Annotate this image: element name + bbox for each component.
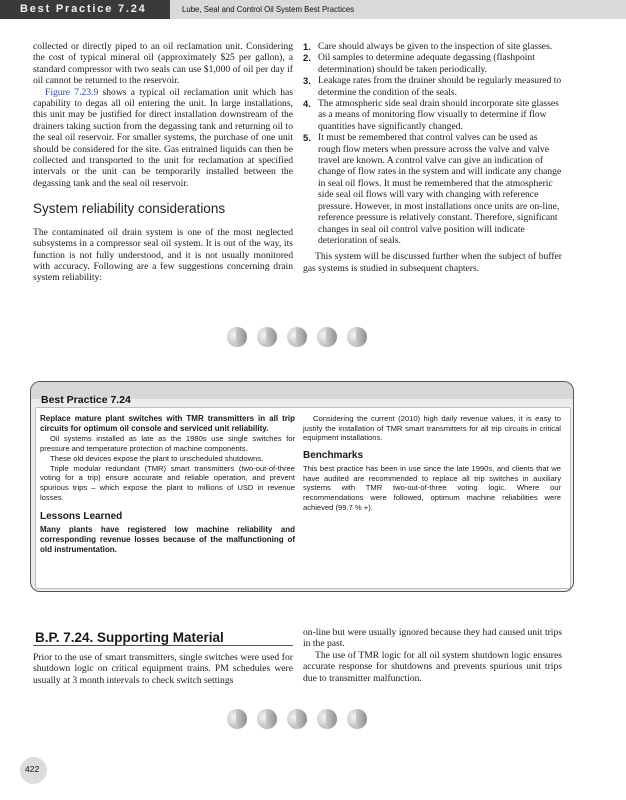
header-title: Lube, Seal and Control Oil System Best Practices (182, 4, 355, 14)
supporting-material-heading: B.P. 7.24. Supporting Material (35, 630, 224, 645)
list-text: Care should always be given to the inspection of site glasses. (318, 41, 553, 52)
bp-paragraph: These old devices expose the plant to unscheduled shutdowns. (50, 453, 264, 463)
figure-link[interactable]: Figure 7.23.9 (45, 86, 99, 98)
lessons-learned-text: Many plants have registered low machine reliability and corresponding revenue losses because of the malfunctioning of old instrumentation. (40, 525, 295, 555)
list-item (303, 41, 562, 52)
running-header (0, 0, 626, 19)
left-column (33, 41, 293, 284)
best-practice-content (35, 407, 571, 589)
left-paragraph-2 (33, 87, 293, 190)
page-number: 422 (25, 764, 40, 774)
right-closing-paragraph: This system will be discussed further when the subject of buffer gas systems is studied in subsequent chapters. (303, 251, 562, 274)
section-heading: System reliability considerations (33, 201, 226, 217)
divider-dot-icon (347, 327, 367, 347)
list-number: 4. (303, 98, 311, 110)
best-practice-box (30, 381, 574, 592)
supporting-left-paragraph: Prior to the use of smart transmitters, single switches were used for shutdown logic on critical equipment trains. PM schedules were usually at 3 month intervals to check switch settings (33, 652, 293, 686)
list-number: 2. (303, 52, 311, 64)
bp-left-column (40, 414, 295, 556)
bp-paragraph: Oil systems installed as late as the 1980s use single switches for pressure and temperature protection of machine components. (40, 434, 295, 454)
bp-paragraph: Triple modular redundant (TMR) smart transmitters (two-out-of-three voting for a trip) ensure accurate and reliable operation, and prevent spurious trips – which expose the plant to millions of USD in revenue losses. (40, 463, 295, 502)
best-practice-title: Best Practice 7.24 (41, 394, 131, 406)
list-number: 3. (303, 75, 311, 87)
divider-dot-icon (317, 327, 337, 347)
right-column (303, 41, 562, 274)
divider-dot-icon (287, 327, 307, 347)
bp-lead-statement: Replace mature plant switches with TMR transmitters in all trip circuits for optimum oil console and serviced unit reliability. (40, 414, 295, 434)
page-number-badge (20, 757, 47, 784)
list-item (303, 52, 562, 75)
list-text: Oil samples to determine adequate degassing (flashpoint determination) should be taken periodically. (318, 52, 535, 75)
divider-dot-icon (227, 327, 247, 347)
footer-divider-dots (227, 709, 397, 729)
bp-right-column (303, 414, 561, 512)
divider-dot-icon (227, 709, 247, 729)
lessons-learned-heading: Lessons Learned (40, 511, 123, 523)
benchmarks-text: This best practice has been in use since the late 1990s, and clients that we have audited are recommended to replace all trip switches in auxiliary systems with TMR two-out-of-three voting logic. Where our recommendations were followed, optimum machine reliabilities were achieved (99.7 % +). (303, 463, 561, 512)
header-section-tab (0, 0, 170, 19)
list-text: The atmospheric side seal drain should incorporate site glasses as a means of monitoring flow visually to determine if flow quantities have significantly changed. (318, 98, 559, 132)
left-paragraph-3: The contaminated oil drain system is one of the most neglected subsystems in a compressor seal oil system. It is out of the way, its function is not fully understood, and it is not usually monitored with accuracy. Following are a few suggestions concerning drain system reliability: (33, 226, 293, 284)
left-paragraph-1: collected or directly piped to an oil reclamation unit. Considering the cost of typical mineral oil (approximately $25 per gallon), a standard compressor with two seals can use $1,000 of oil per day if oil cannot be returned to the reservoir. (33, 41, 293, 87)
divider-dot-icon (317, 709, 337, 729)
list-item (303, 75, 562, 98)
divider-dot-icon (257, 327, 277, 347)
supporting-right-column (303, 627, 562, 684)
list-text: It must be remembered that control valves can be used as rough flow meters when pressure across the valve and valve travel are known. A control valve can give an indication of change of flow rates in the system and will indicate any change in seal oil flows. It must be remembered that the atmospheric side seal oil flows will vary with changing with reference pressure. However, in most installations once units are on-line, reference pressure is relatively constant. Therefore, significant changes in seal oil control valve position will indicate deterioration of seals. (318, 132, 562, 246)
list-item (303, 132, 562, 246)
left-paragraph-2-text: shows a typical oil reclamation unit which has capability to degas all oil entering the unit. In large installations, this unit may be justified for direct installation downstream of the drainers taking suction from the degassing tank and returning oil to the seal oil reservoir. For smaller systems, the purchase of one unit should be considered for the site. Gas entrained liquids can then be collected and transported to the unit for reclamation at specified intervals or the unit can be temporarily installed between the degassing tank and the seal oil reservoir. (33, 86, 293, 189)
header-section-label: Best Practice 7.24 (20, 3, 147, 15)
supporting-left-column (33, 652, 293, 686)
divider-dot-icon (287, 709, 307, 729)
heading-rule (33, 645, 293, 646)
supporting-right-paragraph-2: The use of TMR logic for all oil system shutdown logic ensures accurate response for shutdowns and prevents spurious unit trips due to transmitter malfunction. (303, 649, 562, 684)
supporting-right-paragraph-1: on-line but were usually ignored because they had caused unit trips in the past. (303, 627, 562, 650)
divider-dot-icon (257, 709, 277, 729)
bp-paragraph: Considering the current (2010) high daily revenue values, it is easy to justify the installation of TMR smart transmitters for all trip circuits in critical equipment installations. (303, 414, 561, 443)
header-title-bar (170, 0, 626, 19)
list-text: Leakage rates from the drainer should be regularly measured to determine the condition of the seals. (318, 75, 562, 98)
list-item (303, 98, 562, 132)
section-divider-dots (227, 327, 397, 347)
divider-dot-icon (347, 709, 367, 729)
benchmarks-heading: Benchmarks (303, 450, 364, 462)
list-number: 1. (303, 41, 311, 52)
suggestion-list (303, 41, 562, 246)
list-number: 5. (303, 132, 311, 144)
